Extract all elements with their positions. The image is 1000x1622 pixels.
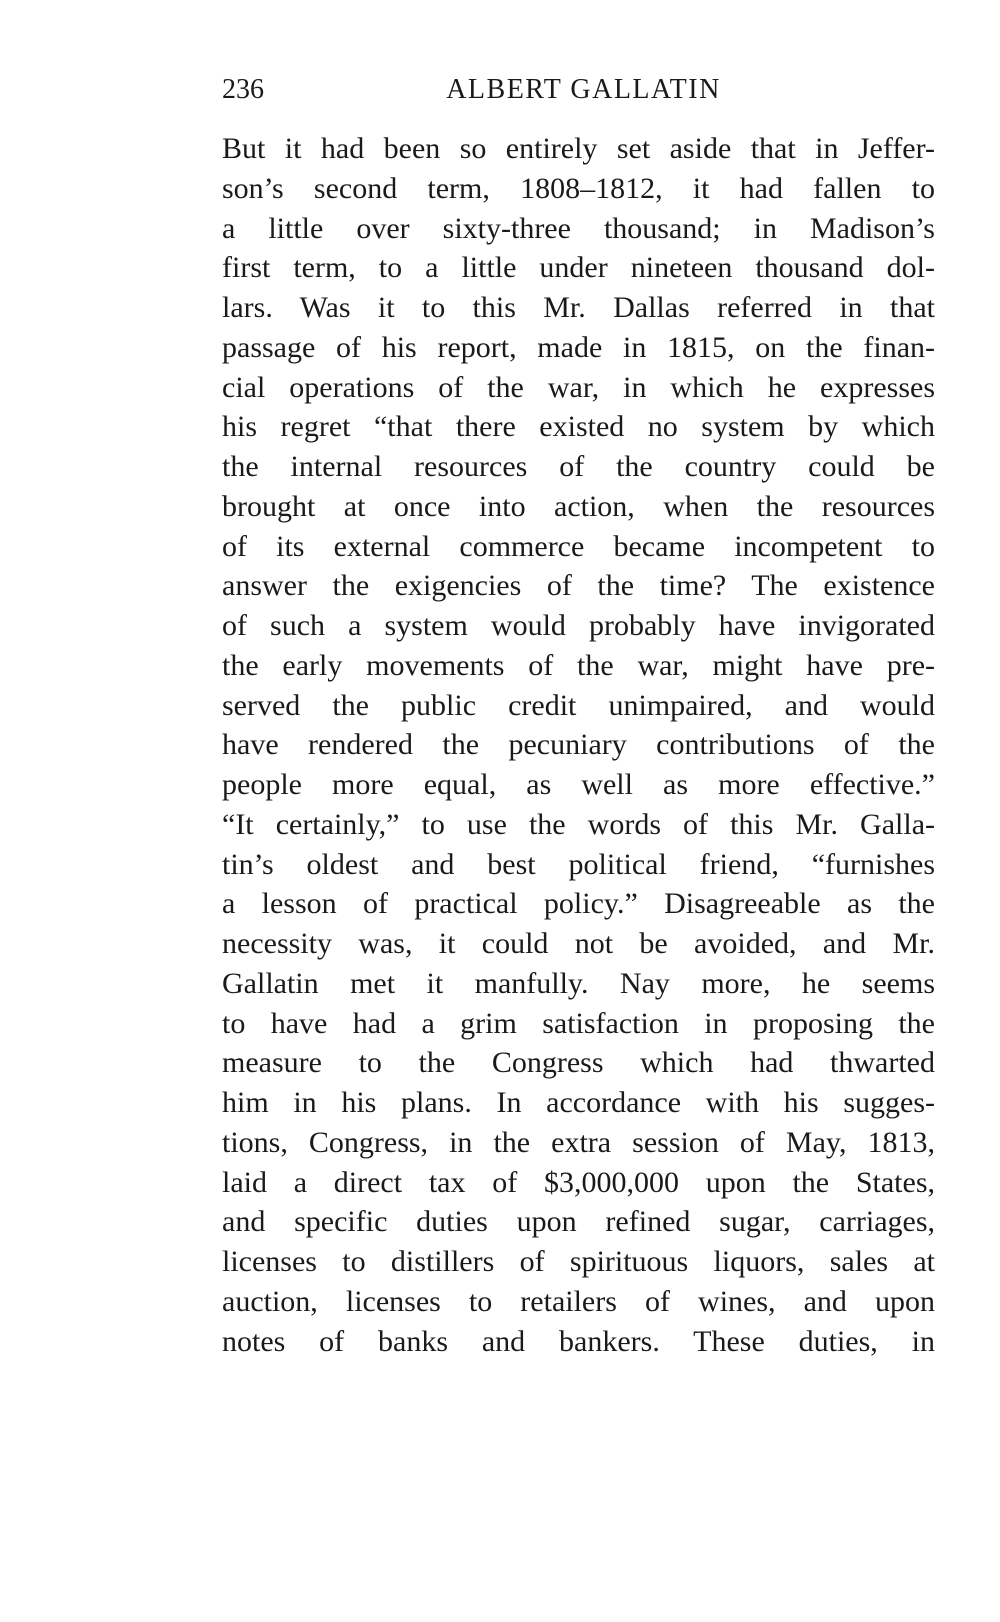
text-line	[222, 129, 935, 169]
text-line	[222, 606, 935, 646]
text-line-content: have rendered the pecuniary contributions of the	[222, 728, 935, 762]
text-line-content: to have had a grim satisfaction in proposing the	[222, 1006, 935, 1040]
text-line	[222, 845, 935, 885]
text-line	[222, 964, 935, 1004]
text-line-content: laid a direct tax of $3,000,000 upon the States,	[222, 1165, 935, 1199]
text-line	[222, 328, 935, 368]
text-line-content: tions, Congress, in the extra session of May, 1813,	[222, 1125, 935, 1159]
text-line	[222, 884, 935, 924]
text-line-content: Gallatin met it manfully. Nay more, he seems	[222, 966, 935, 1000]
body-text	[222, 129, 935, 1361]
text-line-content: auction, licenses to retailers of wines, and upon	[222, 1284, 935, 1318]
text-line-content: cial operations of the war, in which he expresses	[222, 370, 935, 404]
text-line	[222, 924, 935, 964]
text-line-content: But it had been so entirely set aside that in Jeffer-	[222, 132, 935, 165]
text-line-content: a lesson of practical policy.” Disagreeable as the	[222, 887, 935, 921]
text-line	[222, 1322, 935, 1362]
text-line	[222, 765, 935, 805]
text-line	[222, 1282, 935, 1322]
text-line	[222, 725, 935, 765]
text-line-content: notes of banks and bankers. These duties, in	[222, 1324, 935, 1358]
text-line-content: tin’s oldest and best political friend, “furnishes	[222, 847, 935, 881]
text-line-content: his regret “that there existed no system by which	[222, 410, 935, 444]
text-line	[222, 1202, 935, 1242]
text-line-content: a little over sixty-three thousand; in Madison’s	[222, 211, 935, 245]
text-line-content: first term, to a little under nineteen thousand dol-	[222, 251, 935, 285]
text-line-content: brought at once into action, when the resources	[222, 489, 935, 523]
text-line	[222, 1083, 935, 1123]
text-line	[222, 686, 935, 726]
text-line	[222, 805, 935, 845]
text-line-content: son’s second term, 1808–1812, it had fallen to	[222, 171, 935, 205]
text-line	[222, 646, 935, 686]
text-line-content: measure to the Congress which had thwarted	[222, 1046, 935, 1080]
text-line-content: lars. Was it to this Mr. Dallas referred in that	[222, 291, 935, 324]
text-line-content: answer the exigencies of the time? The existence	[222, 569, 935, 603]
text-line	[222, 368, 935, 408]
text-line	[222, 487, 935, 527]
text-line-content: “It certainly,” to use the words of this Mr. Galla-	[222, 807, 935, 841]
text-line	[222, 1242, 935, 1282]
text-line	[222, 248, 935, 288]
text-line-content: necessity was, it could not be avoided, and Mr.	[222, 927, 935, 960]
text-line-content: of such a system would probably have invigorated	[222, 609, 935, 642]
page-header	[222, 70, 935, 110]
text-line	[222, 1043, 935, 1083]
text-line	[222, 447, 935, 487]
text-line-content: served the public credit unimpaired, and would	[222, 688, 935, 722]
text-line-content: the internal resources of the country could be	[222, 450, 935, 483]
text-line	[222, 288, 935, 328]
text-line-content: and specific duties upon refined sugar, carriages,	[222, 1205, 935, 1239]
text-line	[222, 1123, 935, 1163]
text-line	[222, 209, 935, 249]
running-title: ALBERT GALLATIN	[446, 74, 721, 105]
text-line	[222, 169, 935, 209]
text-line-content: people more equal, as well as more effective.”	[222, 768, 935, 801]
text-line	[222, 1163, 935, 1203]
text-line-content: him in his plans. In accordance with his sugges-	[222, 1086, 935, 1119]
text-line-content: passage of his report, made in 1815, on the finan-	[222, 330, 935, 364]
text-line	[222, 566, 935, 606]
text-line-content: of its external commerce became incompetent to	[222, 529, 935, 563]
page-number: 236	[222, 74, 264, 105]
text-line	[222, 1004, 935, 1044]
text-line	[222, 527, 935, 567]
text-line-content: the early movements of the war, might have pre-	[222, 648, 935, 682]
text-line-content: licenses to distillers of spirituous liquors, sales at	[222, 1245, 935, 1278]
text-line	[222, 407, 935, 447]
